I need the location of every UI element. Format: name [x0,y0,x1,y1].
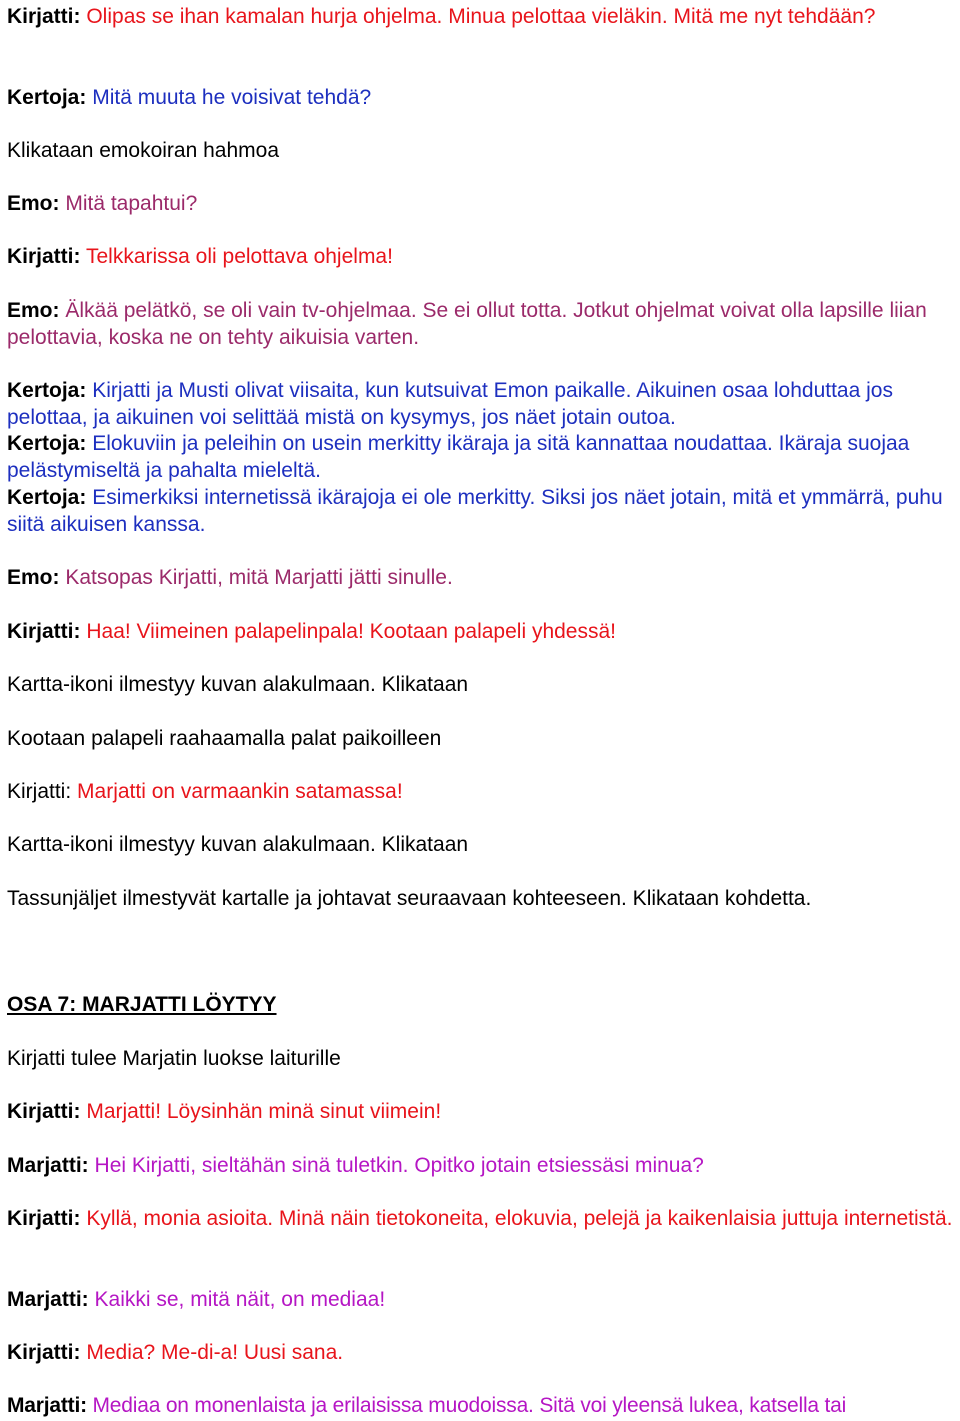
speaker-label: Kirjatti: [7,780,72,803]
dialogue-line [7,3,957,30]
dialogue-line [7,297,957,351]
line-text: Kootaan palapeli raahaamalla palat paikoilleen [7,727,442,750]
line-text: Haa! Viimeinen palapelinpala! Kootaan palapeli yhdessä! [86,620,616,643]
line-text: Kartta-ikoni ilmestyy kuvan alakulmaan. Klikataan [7,833,469,856]
speaker-label: Emo: [7,566,60,589]
dialogue-line [7,377,957,431]
line-text: Kartta-ikoni ilmestyy kuvan alakulmaan. Klikataan [7,673,469,696]
dialogue-line [7,778,957,805]
narration-line [7,885,957,912]
speaker-label: Kertoja: [7,432,87,455]
line-text: Mediaa on monenlaista ja erilaisissa muodoissa. Sitä voi yleensä lukea, katsella tai [92,1394,847,1417]
line-text: Kyllä, monia asioita. Minä näin tietokoneita, elokuvia, pelejä ja kaikenlaisia juttuja internetistä. [86,1207,953,1230]
line-text: Mitä tapahtui? [65,192,198,215]
speaker-label: Kirjatti: [7,1207,81,1230]
section-heading [7,991,957,1018]
line-text: Olipas se ihan kamalan hurja ohjelma. Minua pelottaa vieläkin. Mitä me nyt tehdään? [86,5,876,28]
narration-line [7,137,957,164]
line-text: Katsopas Kirjatti, mitä Marjatti jätti sinulle. [65,566,453,589]
speaker-label: Kirjatti: [7,1341,81,1364]
speaker-label: Emo: [7,192,60,215]
speaker-label: Marjatti: [7,1394,87,1417]
speaker-label: Kertoja: [7,486,87,509]
speaker-label: Marjatti: [7,1288,89,1311]
dialogue-line [7,1286,957,1313]
line-text: Telkkarissa oli pelottava ohjelma! [85,245,393,268]
dialogue-line [7,1152,957,1179]
dialogue-line [7,84,957,111]
line-text: Elokuviin ja peleihin on usein merkitty ikäraja ja sitä kannattaa noudattaa. Ikäraja suojaa pelästymiseltä ja pahalta mieleltä. [7,432,910,482]
speaker-label: Kertoja: [7,86,87,109]
line-text: Kirjatti ja Musti olivat viisaita, kun kutsuivat Emon paikalle. Aikuinen osaa lohduttaa jos pelottaa, ja aikuinen voi selittää mistä on kysymys, jos näet jotain outoa. [7,379,893,429]
dialogue-line [7,618,957,645]
speaker-label: Kirjatti: [7,5,81,28]
dialogue-line [7,430,957,484]
heading-text: OSA 7: MARJATTI LÖYTYY [7,993,277,1016]
dialogue-line [7,1205,957,1232]
speaker-label: Kirjatti: [7,245,81,268]
line-text: Hei Kirjatti, sieltähän sinä tuletkin. Opitko jotain etsiessäsi minua? [94,1154,704,1177]
dialogue-line [7,564,957,591]
line-text: Tassunjäljet ilmestyvät kartalle ja johtavat seuraavaan kohteeseen. Klikataan kohdetta. [7,887,812,910]
dialogue-line [7,190,957,217]
narration-line [7,1045,957,1072]
line-text: Kaikki se, mitä näit, on mediaa! [94,1288,386,1311]
narration-line [7,725,957,752]
narration-line [7,831,957,858]
line-text: Marjatti on varmaankin satamassa! [77,780,403,803]
line-text: Media? Me-di-a! Uusi sana. [86,1341,344,1364]
line-text: Klikataan emokoiran hahmoa [7,139,279,162]
line-text: Kirjatti tulee Marjatin luokse laiturille [7,1047,341,1070]
speaker-label: Kirjatti: [7,1100,81,1123]
line-text: Älkää pelätkö, se oli vain tv-ohjelmaa. Se ei ollut totta. Jotkut ohjelmat voivat olla lapsille liian pelottavia, koska ne on tehty aikuisia varten. [7,299,927,349]
speaker-label: Kirjatti: [7,620,81,643]
dialogue-line [7,1339,957,1366]
dialogue-line [7,243,957,270]
dialogue-line [7,1098,957,1125]
dialogue-line [7,1392,957,1419]
speaker-label: Marjatti: [7,1154,89,1177]
speaker-label: Kertoja: [7,379,87,402]
line-text: Marjatti! Löysinhän minä sinut viimein! [86,1100,442,1123]
speaker-label: Emo: [7,299,60,322]
dialogue-line [7,484,957,538]
line-text: Mitä muuta he voisivat tehdä? [92,86,372,109]
line-text: Esimerkiksi internetissä ikärajoja ei ole merkitty. Siksi jos näet jotain, mitä et ymmärrä, puhu siitä aikuisen kanssa. [7,486,943,536]
narration-line [7,671,957,698]
